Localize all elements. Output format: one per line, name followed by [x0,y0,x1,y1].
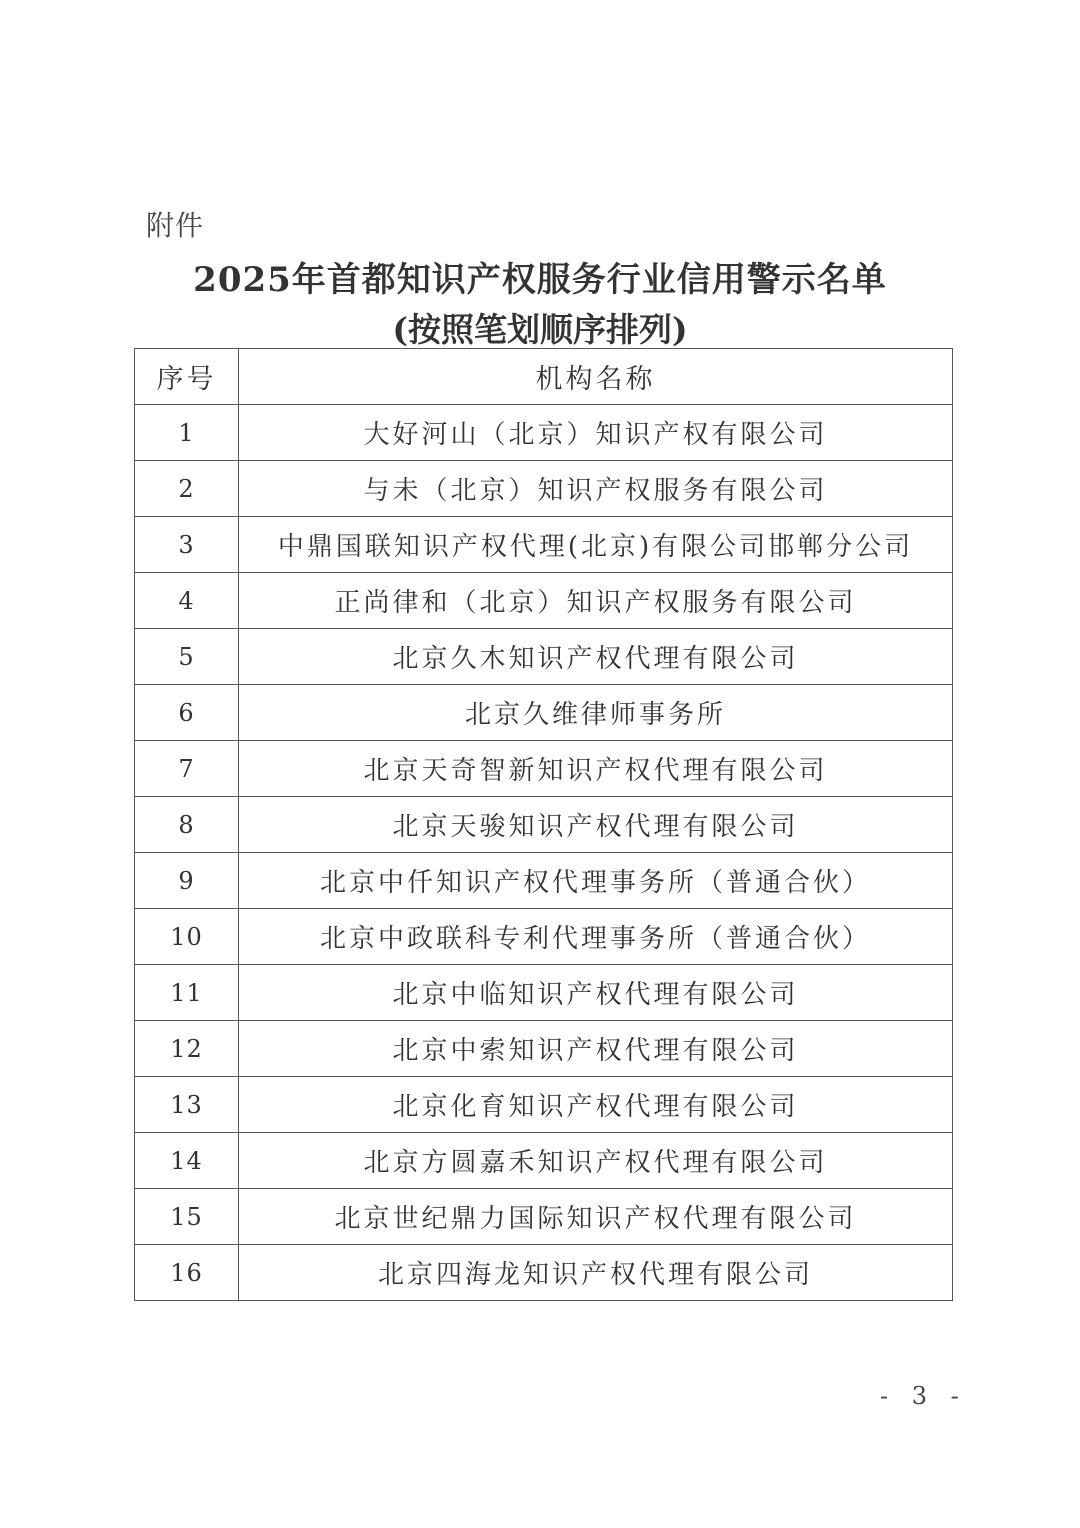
organization-name: 北京中临知识产权代理有限公司 [239,965,953,1021]
organization-name: 大好河山（北京）知识产权有限公司 [239,405,953,461]
table-row [135,797,953,853]
table-row [135,461,953,517]
row-number: 2 [135,461,239,517]
row-number: 5 [135,629,239,685]
row-number: 10 [135,909,239,965]
row-number: 7 [135,741,239,797]
table-row [135,909,953,965]
document-subtitle: (按照笔划顺序排列) [392,310,688,349]
table-row [135,1189,953,1245]
table-row [135,965,953,1021]
organization-name: 北京天骏知识产权代理有限公司 [239,797,953,853]
organization-name: 中鼎国联知识产权代理(北京)有限公司邯郸分公司 [239,517,953,573]
attachment-label: 附件 [146,209,205,242]
row-number: 14 [135,1133,239,1189]
table-row [135,1245,953,1301]
credit-warning-table [134,348,953,1301]
row-number: 4 [135,573,239,629]
table-row [135,629,953,685]
table-row [135,685,953,741]
row-number: 13 [135,1077,239,1133]
table-row [135,853,953,909]
row-number: 15 [135,1189,239,1245]
row-number: 16 [135,1245,239,1301]
organization-name: 正尚律和（北京）知识产权服务有限公司 [239,573,953,629]
row-number: 12 [135,1021,239,1077]
header-organization-name: 机构名称 [239,349,953,405]
table-row [135,1133,953,1189]
table-row [135,741,953,797]
organization-name: 北京方圆嘉禾知识产权代理有限公司 [239,1133,953,1189]
organization-name: 北京世纪鼎力国际知识产权代理有限公司 [239,1189,953,1245]
organization-name: 北京中政联科专利代理事务所（普通合伙） [239,909,953,965]
row-number: 11 [135,965,239,1021]
organization-name: 与未（北京）知识产权服务有限公司 [239,461,953,517]
document-title: 2025年首都知识产权服务行业信用警示名单 [193,260,887,300]
row-number: 3 [135,517,239,573]
table-row [135,517,953,573]
row-number: 9 [135,853,239,909]
table-row [135,573,953,629]
row-number: 8 [135,797,239,853]
organization-name: 北京中仟知识产权代理事务所（普通合伙） [239,853,953,909]
table-row [135,1021,953,1077]
organization-name: 北京久维律师事务所 [239,685,953,741]
organization-name: 北京天奇智新知识产权代理有限公司 [239,741,953,797]
table-row [135,1077,953,1133]
row-number: 1 [135,405,239,461]
table-header-row [135,349,953,405]
organization-name: 北京中索知识产权代理有限公司 [239,1021,953,1077]
table-row [135,405,953,461]
organization-name: 北京久木知识产权代理有限公司 [239,629,953,685]
header-serial-number: 序号 [135,349,239,405]
row-number: 6 [135,685,239,741]
organization-name: 北京化育知识产权代理有限公司 [239,1077,953,1133]
page-number: - 3 - [880,1382,967,1410]
organization-name: 北京四海龙知识产权代理有限公司 [239,1245,953,1301]
